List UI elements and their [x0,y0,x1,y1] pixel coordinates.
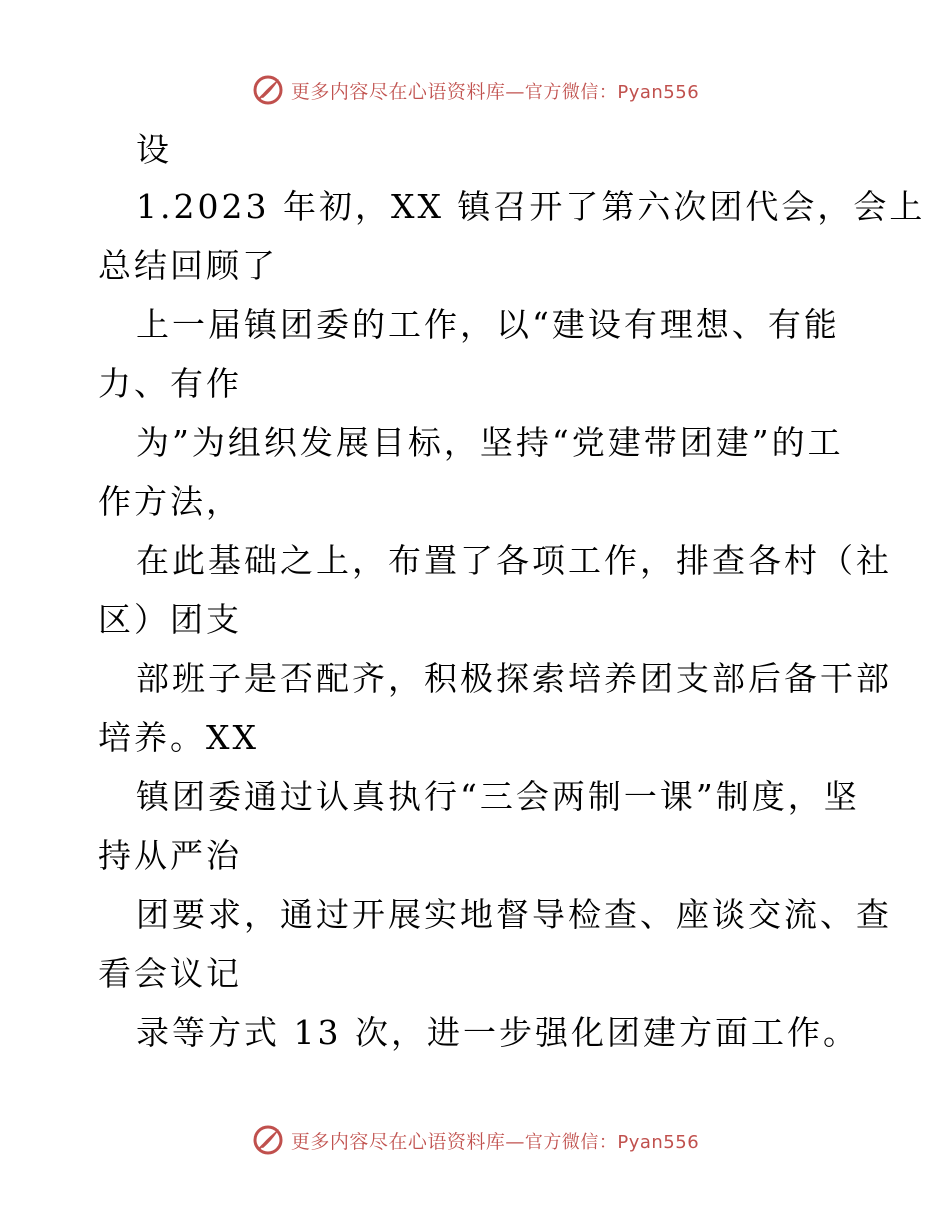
body-line: 总结回顾了 [98,246,278,285]
body-line: 团要求，通过开展实地督导检查、座谈交流、查 [136,895,892,934]
body-line: 为”为组织发展目标，坚持“党建带团建”的工 [136,423,844,462]
quill-logo-icon [251,73,285,107]
body-line: 镇团委通过认真执行“三会两制一课”制度，坚 [136,777,860,816]
watermark-title: 更多内容尽在心语资料库 [290,1130,506,1153]
watermark-text [291,1127,699,1154]
body-line: 上一届镇团委的工作，以“建设有理想、有能 [136,305,840,344]
footer-watermark [0,1120,950,1160]
header-watermark [0,70,950,110]
body-line: 看会议记 [98,954,242,993]
watermark-wechat: 官方微信：Pyan556 [524,1131,700,1153]
body-line: 在此基础之上，布置了各项工作，排查各村（社 [136,541,892,580]
watermark-wechat: 官方微信：Pyan556 [524,81,700,103]
watermark-separator: — [505,80,525,103]
body-line: 力、有作 [98,364,242,403]
body-line: 部班子是否配齐，积极探索培养团支部后备干部 [136,659,892,698]
body-line: 培养。XX [98,718,259,757]
watermark-separator: — [505,1130,525,1153]
body-line: 录等方式 13 次，进一步强化团建方面工作。 [136,1013,859,1052]
body-line: 作方法， [98,482,242,521]
body-line: 区）团支 [98,600,242,639]
body-line: 设 [136,130,172,169]
watermark-title: 更多内容尽在心语资料库 [290,80,506,103]
body-line: 持从严治 [98,836,242,875]
quill-logo-icon [251,1123,285,1157]
body-line: 1.2023 年初，XX 镇召开了第六次团代会，会上 [136,187,926,226]
watermark-text [291,77,699,104]
